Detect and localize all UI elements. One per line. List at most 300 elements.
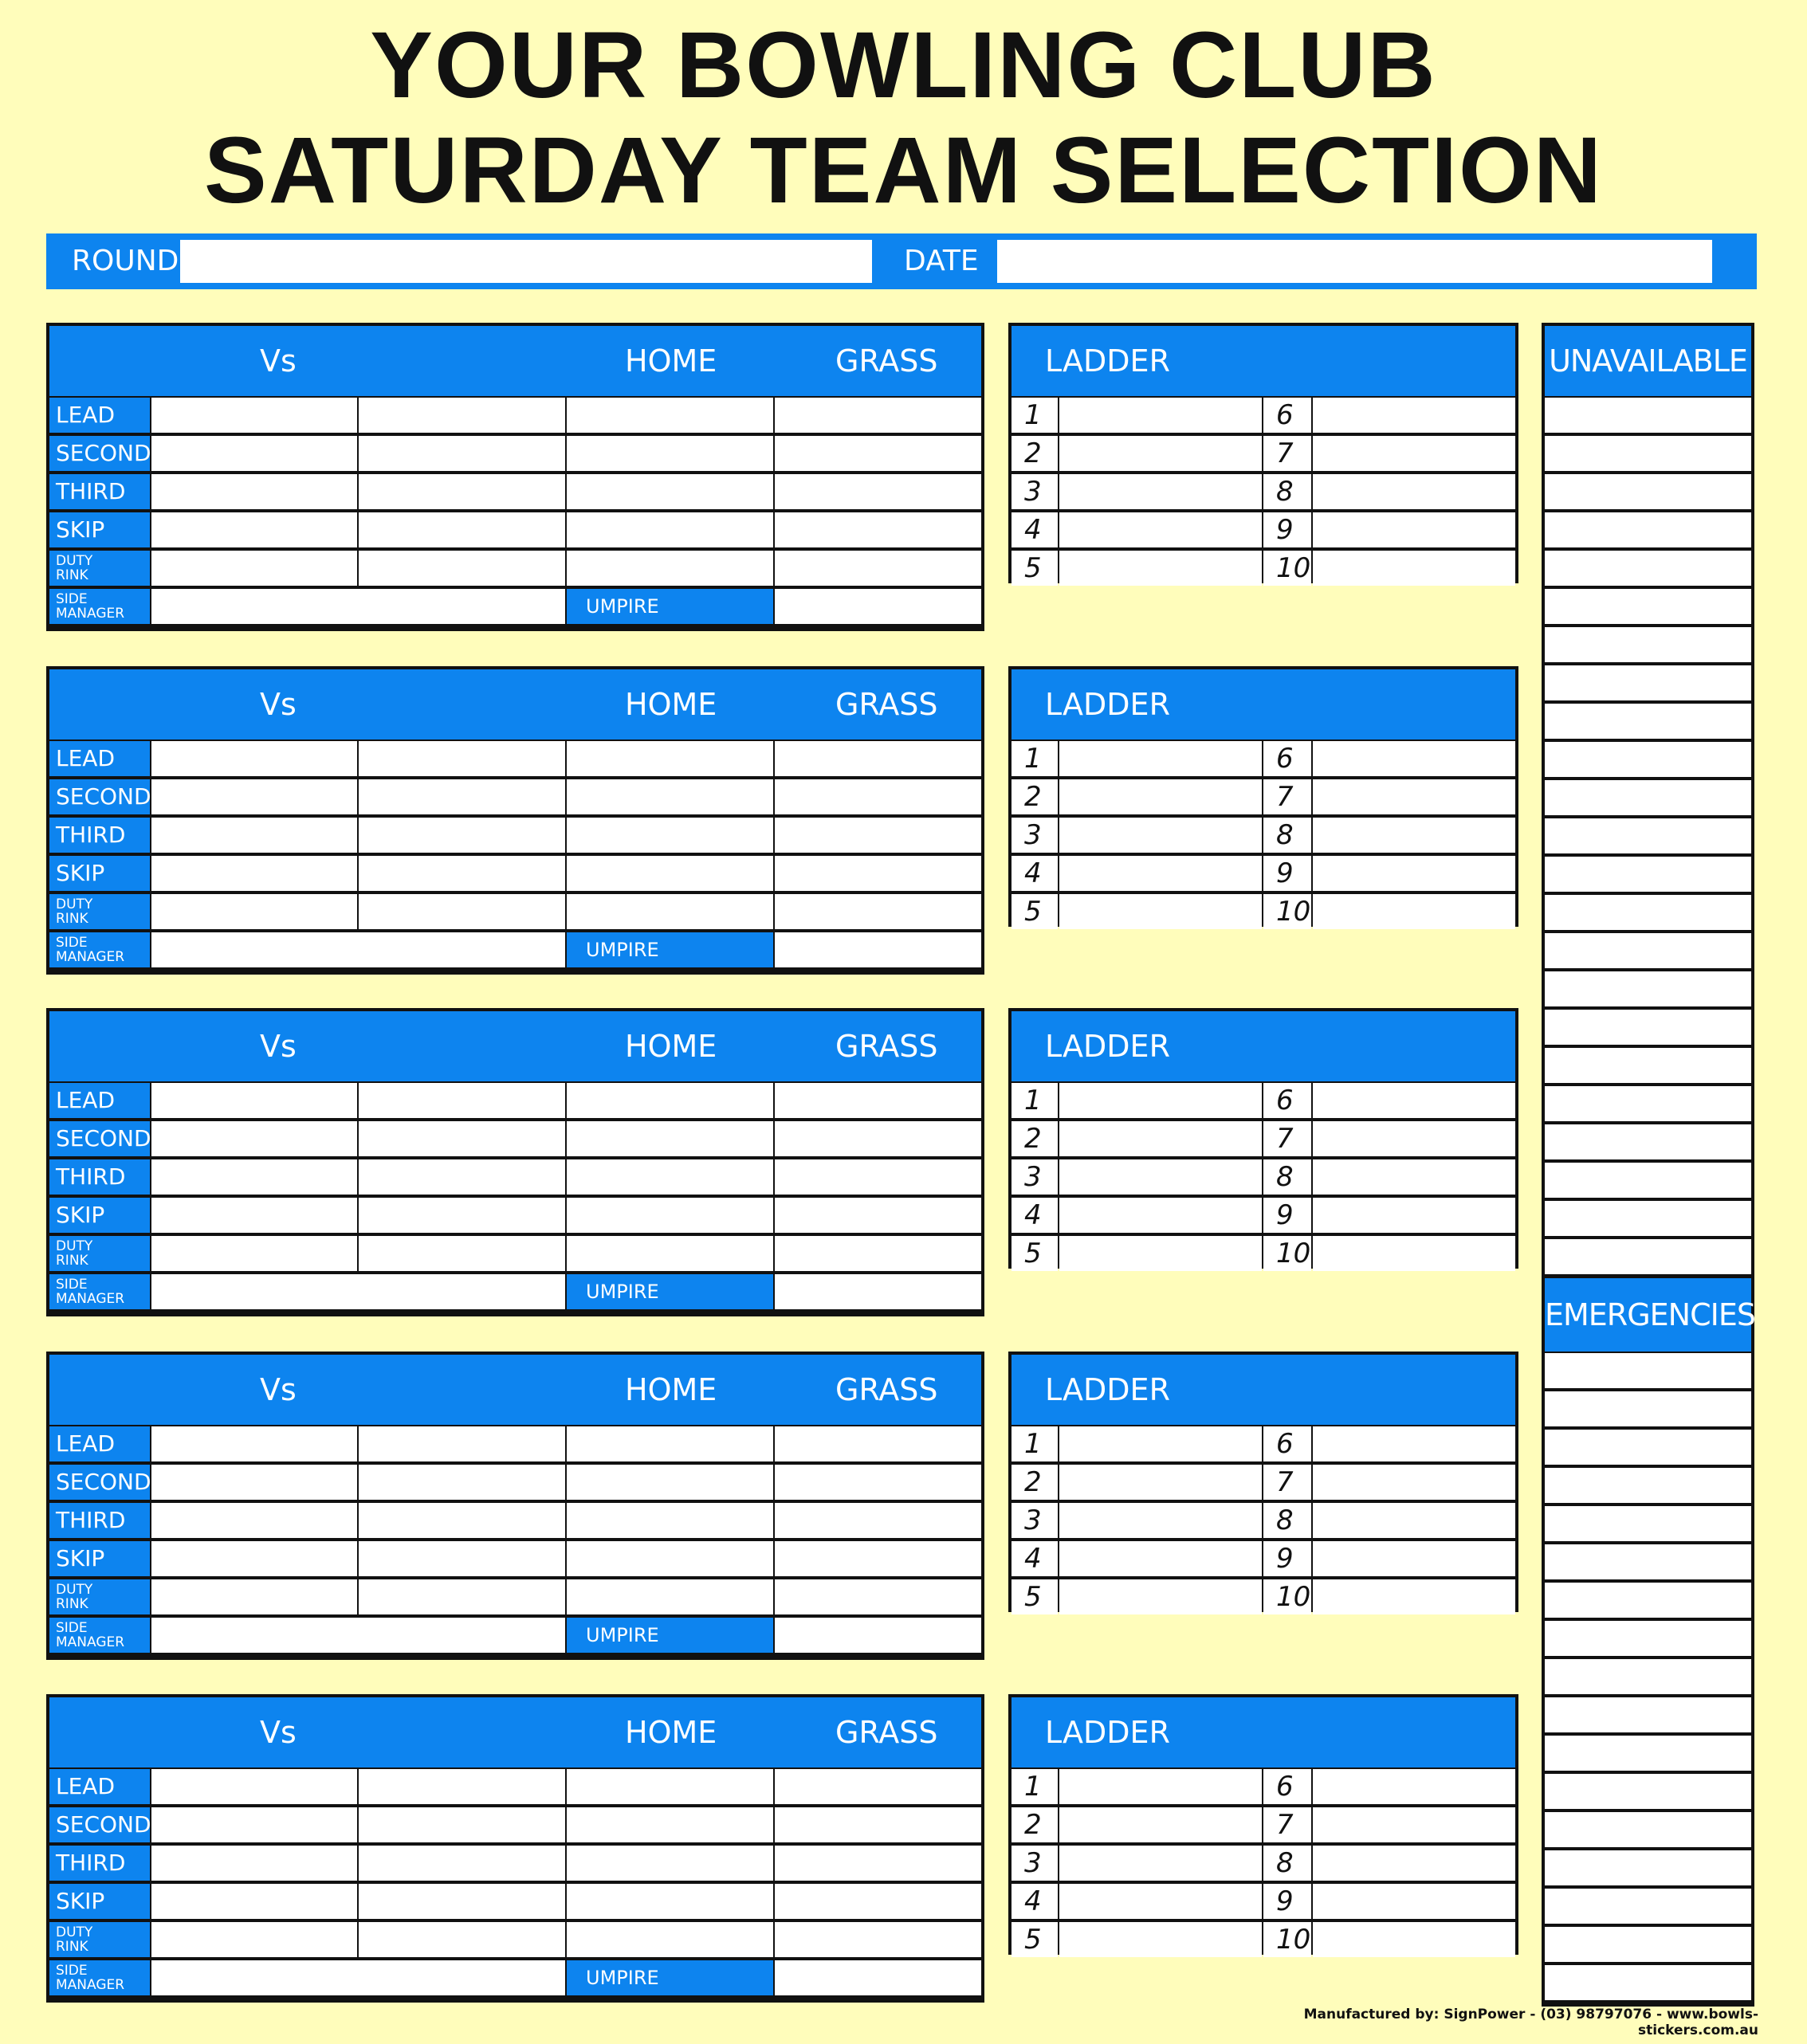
ladder-team-field[interactable] (1313, 1541, 1515, 1576)
player-name-cell[interactable] (775, 1465, 981, 1500)
position-row (49, 1960, 981, 1995)
ladder-team-field[interactable] (1313, 1465, 1515, 1500)
side-panel (1542, 323, 1754, 2007)
player-name-cell[interactable] (567, 1121, 773, 1156)
ladder-team-field[interactable] (1059, 1807, 1262, 1842)
ladder-header: LADDER (1012, 669, 1515, 740)
player-name-cell[interactable] (775, 1503, 981, 1538)
ladder-team-field[interactable] (1059, 512, 1262, 547)
unavailable-slot[interactable] (1545, 742, 1751, 777)
player-name-cell[interactable] (567, 1236, 773, 1271)
ladder-team-field[interactable] (1313, 551, 1515, 586)
player-name-cell[interactable] (359, 856, 565, 891)
ladder-position-number: 3 (1012, 474, 1058, 509)
emergency-slot[interactable] (1545, 1506, 1751, 1541)
ladder-team-field[interactable] (1313, 894, 1515, 929)
player-name-cell[interactable] (775, 1236, 981, 1271)
emergency-slot[interactable] (1545, 1965, 1751, 2000)
umpire-cell[interactable] (775, 932, 981, 967)
unavailable-slot[interactable] (1545, 933, 1751, 968)
player-name-cell[interactable] (567, 1807, 773, 1842)
player-name-cell[interactable] (775, 1807, 981, 1842)
player-name-cell[interactable] (567, 1465, 773, 1500)
ladder-team-field[interactable] (1313, 1884, 1515, 1919)
player-name-cell[interactable] (775, 1579, 981, 1614)
team-header (49, 1011, 981, 1081)
player-name-cell[interactable] (775, 1846, 981, 1881)
emergencies-header: EMERGENCIES (1545, 1278, 1751, 1352)
unavailable-slot[interactable] (1545, 589, 1751, 624)
vs-label: Vs (260, 1029, 297, 1064)
umpire-cell[interactable] (775, 1274, 981, 1309)
player-name-cell[interactable] (359, 1236, 565, 1271)
player-name-cell[interactable] (567, 512, 773, 547)
umpire-label: UMPIRE (567, 1274, 773, 1309)
emergency-slot[interactable] (1545, 1583, 1751, 1618)
position-label: SKIP (49, 1541, 150, 1576)
ladder-team-field[interactable] (1059, 551, 1262, 586)
ladder-team-field[interactable] (1313, 818, 1515, 853)
umpire-cell[interactable] (775, 589, 981, 624)
player-name-cell[interactable] (567, 1426, 773, 1461)
player-name-cell[interactable] (359, 1426, 565, 1461)
player-name-cell[interactable] (567, 1579, 773, 1614)
player-name-cell[interactable] (775, 1426, 981, 1461)
position-row (49, 398, 981, 433)
ladder-position-number: 4 (1012, 512, 1058, 547)
ladder-team-field[interactable] (1313, 512, 1515, 547)
emergency-slot[interactable] (1545, 1659, 1751, 1694)
unavailable-slot[interactable] (1545, 551, 1751, 586)
player-name-cell[interactable] (567, 474, 773, 509)
side-manager-cell[interactable] (151, 589, 565, 624)
unavailable-slot[interactable] (1545, 627, 1751, 662)
team-grid-5 (46, 1694, 984, 2003)
ladder-table-2 (1008, 666, 1518, 927)
player-name-cell[interactable] (359, 551, 565, 586)
player-name-cell[interactable] (359, 1121, 565, 1156)
ladder-table-4 (1008, 1352, 1518, 1612)
grass-label: GRASS (835, 1029, 938, 1064)
position-label: SIDE MANAGER (49, 589, 150, 624)
player-name-cell[interactable] (359, 1884, 565, 1919)
player-name-cell[interactable] (775, 1769, 981, 1804)
player-name-cell[interactable] (775, 551, 981, 586)
player-name-cell[interactable] (151, 436, 357, 471)
player-name-cell[interactable] (359, 894, 565, 929)
position-row (49, 779, 981, 814)
ladder-team-field[interactable] (1313, 1579, 1515, 1614)
ladder-team-field[interactable] (1059, 1426, 1262, 1461)
ladder-team-field[interactable] (1313, 1198, 1515, 1233)
player-name-cell[interactable] (151, 1159, 357, 1195)
player-name-cell[interactable] (775, 436, 981, 471)
position-label: SKIP (49, 1884, 150, 1919)
emergency-slot[interactable] (1545, 1430, 1751, 1465)
position-row (49, 818, 981, 853)
player-name-cell[interactable] (359, 1541, 565, 1576)
player-name-cell[interactable] (151, 1503, 357, 1538)
unavailable-slot[interactable] (1545, 398, 1751, 433)
player-name-cell[interactable] (151, 512, 357, 547)
ladder-position-number: 9 (1263, 856, 1311, 891)
unavailable-slot[interactable] (1545, 1010, 1751, 1045)
player-name-cell[interactable] (567, 436, 773, 471)
ladder-team-field[interactable] (1059, 1846, 1262, 1881)
emergency-slot[interactable] (1545, 1544, 1751, 1579)
player-name-cell[interactable] (359, 436, 565, 471)
ladder-team-field[interactable] (1059, 1159, 1262, 1195)
team-grid-2 (46, 666, 984, 975)
ladder-team-field[interactable] (1059, 1503, 1262, 1538)
ladder-team-field[interactable] (1313, 1121, 1515, 1156)
player-name-cell[interactable] (567, 1769, 773, 1804)
player-name-cell[interactable] (567, 1884, 773, 1919)
player-name-cell[interactable] (567, 398, 773, 433)
player-name-cell[interactable] (359, 1807, 565, 1842)
ladder-position-number: 1 (1012, 398, 1058, 433)
ladder-table-1 (1008, 323, 1518, 583)
ladder-team-field[interactable] (1059, 1236, 1262, 1271)
position-label: DUTY RINK (49, 1236, 150, 1271)
player-name-cell[interactable] (151, 1846, 357, 1881)
player-name-cell[interactable] (775, 1159, 981, 1195)
player-name-cell[interactable] (151, 1769, 357, 1804)
unavailable-slot[interactable] (1545, 665, 1751, 700)
side-manager-cell[interactable] (151, 932, 565, 967)
player-name-cell[interactable] (151, 1083, 357, 1118)
position-label: THIRD (49, 474, 150, 509)
ladder-position-number: 2 (1012, 1465, 1058, 1500)
ladder-team-field[interactable] (1059, 1121, 1262, 1156)
ladder-team-field[interactable] (1059, 436, 1262, 471)
player-name-cell[interactable] (151, 894, 357, 929)
emergency-slot[interactable] (1545, 1927, 1751, 1962)
ladder-team-field[interactable] (1059, 818, 1262, 853)
umpire-label: UMPIRE (567, 932, 773, 967)
team-grid-3 (46, 1008, 984, 1316)
position-label: SECOND (49, 1121, 150, 1156)
unavailable-slot[interactable] (1545, 1239, 1751, 1274)
ladder-position-number: 6 (1263, 1083, 1311, 1118)
ladder-position-number: 7 (1263, 1465, 1311, 1500)
round-field[interactable] (180, 240, 872, 283)
player-name-cell[interactable] (151, 1236, 357, 1271)
ladder-team-field[interactable] (1313, 1769, 1515, 1804)
position-row (49, 894, 981, 929)
team-header (49, 1355, 981, 1425)
unavailable-slot[interactable] (1545, 1163, 1751, 1198)
side-manager-cell[interactable] (151, 1960, 565, 1995)
player-name-cell[interactable] (151, 741, 357, 776)
position-row (49, 1159, 981, 1195)
ladder-position-number: 5 (1012, 894, 1058, 929)
unavailable-slot[interactable] (1545, 512, 1751, 547)
ladder-team-field[interactable] (1059, 1541, 1262, 1576)
ladder-position-number: 5 (1012, 1236, 1058, 1271)
ladder-position-number: 2 (1012, 1121, 1058, 1156)
unavailable-slot[interactable] (1545, 1086, 1751, 1121)
ladder-team-field[interactable] (1313, 856, 1515, 891)
ladder-position-number: 3 (1012, 1503, 1058, 1538)
player-name-cell[interactable] (359, 818, 565, 853)
position-label: LEAD (49, 1083, 150, 1118)
player-name-cell[interactable] (151, 779, 357, 814)
manufacturer-footer: Manufactured by: SignPower - (03) 98797076 - www.bowls-stickers.com.au (1303, 2007, 1758, 2038)
player-name-cell[interactable] (567, 1846, 773, 1881)
emergency-slot[interactable] (1545, 1850, 1751, 1885)
umpire-cell[interactable] (775, 1960, 981, 1995)
ladder-position-number: 1 (1012, 741, 1058, 776)
ladder-position-number: 7 (1263, 1121, 1311, 1156)
player-name-cell[interactable] (359, 1159, 565, 1195)
player-name-cell[interactable] (567, 1922, 773, 1957)
player-name-cell[interactable] (567, 894, 773, 929)
emergency-slot[interactable] (1545, 1812, 1751, 1847)
player-name-cell[interactable] (359, 1083, 565, 1118)
position-label: THIRD (49, 818, 150, 853)
position-label: SIDE MANAGER (49, 1618, 150, 1653)
position-label: DUTY RINK (49, 894, 150, 929)
position-label: THIRD (49, 1503, 150, 1538)
player-name-cell[interactable] (359, 512, 565, 547)
unavailable-slot[interactable] (1545, 895, 1751, 930)
ladder-team-field[interactable] (1313, 398, 1515, 433)
player-name-cell[interactable] (567, 1541, 773, 1576)
player-name-cell[interactable] (151, 474, 357, 509)
player-name-cell[interactable] (567, 1159, 773, 1195)
position-row (49, 1465, 981, 1500)
player-name-cell[interactable] (775, 818, 981, 853)
vs-label: Vs (260, 1372, 297, 1407)
ladder-team-field[interactable] (1313, 1503, 1515, 1538)
ladder-team-field[interactable] (1059, 1579, 1262, 1614)
ladder-team-field[interactable] (1059, 741, 1262, 776)
player-name-cell[interactable] (359, 1922, 565, 1957)
ladder-team-field[interactable] (1059, 474, 1262, 509)
player-name-cell[interactable] (151, 1884, 357, 1919)
player-name-cell[interactable] (775, 398, 981, 433)
player-name-cell[interactable] (567, 779, 773, 814)
ladder-team-field[interactable] (1313, 436, 1515, 471)
emergency-slot[interactable] (1545, 1736, 1751, 1771)
player-name-cell[interactable] (151, 1121, 357, 1156)
unavailable-slot[interactable] (1545, 436, 1751, 471)
ladder-team-field[interactable] (1313, 1807, 1515, 1842)
unavailable-slot[interactable] (1545, 474, 1751, 509)
emergency-slot[interactable] (1545, 1621, 1751, 1656)
player-name-cell[interactable] (151, 818, 357, 853)
unavailable-slot[interactable] (1545, 780, 1751, 815)
player-name-cell[interactable] (359, 741, 565, 776)
ladder-team-field[interactable] (1059, 398, 1262, 433)
player-name-cell[interactable] (359, 1198, 565, 1233)
ladder-team-field[interactable] (1313, 474, 1515, 509)
home-label: HOME (625, 1715, 717, 1750)
ladder-header: LADDER (1012, 1011, 1515, 1081)
ladder-position-number: 4 (1012, 856, 1058, 891)
unavailable-slot[interactable] (1545, 1048, 1751, 1083)
ladder-team-field[interactable] (1059, 779, 1262, 814)
unavailable-slot[interactable] (1545, 818, 1751, 853)
player-name-cell[interactable] (775, 1083, 981, 1118)
player-name-cell[interactable] (359, 1465, 565, 1500)
ladder-position-number: 5 (1012, 1579, 1058, 1614)
unavailable-slot[interactable] (1545, 704, 1751, 739)
umpire-label: UMPIRE (567, 1618, 773, 1653)
grass-label: GRASS (835, 1715, 938, 1750)
player-name-cell[interactable] (151, 398, 357, 433)
player-name-cell[interactable] (775, 1541, 981, 1576)
player-name-cell[interactable] (151, 551, 357, 586)
ladder-position-number: 6 (1263, 398, 1311, 433)
position-row (49, 1083, 981, 1118)
player-name-cell[interactable] (151, 1426, 357, 1461)
player-name-cell[interactable] (151, 1807, 357, 1842)
position-row (49, 1541, 981, 1576)
player-name-cell[interactable] (151, 1579, 357, 1614)
player-name-cell[interactable] (151, 1198, 357, 1233)
ladder-position-number: 2 (1012, 779, 1058, 814)
ladder-team-field[interactable] (1313, 779, 1515, 814)
ladder-team-field[interactable] (1313, 1922, 1515, 1957)
home-label: HOME (625, 1029, 717, 1064)
umpire-label: UMPIRE (567, 589, 773, 624)
position-label: SIDE MANAGER (49, 1960, 150, 1995)
position-label: THIRD (49, 1159, 150, 1195)
player-name-cell[interactable] (775, 512, 981, 547)
position-label: LEAD (49, 1426, 150, 1461)
player-name-cell[interactable] (567, 1503, 773, 1538)
ladder-position-number: 9 (1263, 1198, 1311, 1233)
grass-label: GRASS (835, 687, 938, 722)
unavailable-slot[interactable] (1545, 857, 1751, 892)
round-date-bar (46, 233, 1757, 289)
player-name-cell[interactable] (775, 474, 981, 509)
side-manager-cell[interactable] (151, 1618, 565, 1653)
player-name-cell[interactable] (775, 856, 981, 891)
ladder-team-field[interactable] (1059, 1198, 1262, 1233)
ladder-position-number: 6 (1263, 1426, 1311, 1461)
position-row (49, 512, 981, 547)
position-label: LEAD (49, 398, 150, 433)
emergency-slot[interactable] (1545, 1697, 1751, 1732)
player-name-cell[interactable] (567, 856, 773, 891)
ladder-position-number: 4 (1012, 1541, 1058, 1576)
unavailable-slot[interactable] (1545, 971, 1751, 1006)
position-row (49, 1846, 981, 1881)
round-label: ROUND (72, 245, 179, 277)
ladder-team-field[interactable] (1313, 1083, 1515, 1118)
ladder-team-field[interactable] (1313, 1426, 1515, 1461)
position-row (49, 474, 981, 509)
team-header (49, 669, 981, 740)
player-name-cell[interactable] (775, 1198, 981, 1233)
position-label: SKIP (49, 512, 150, 547)
position-row (49, 1503, 981, 1538)
ladder-position-number: 7 (1263, 436, 1311, 471)
emergency-slot[interactable] (1545, 1391, 1751, 1426)
player-name-cell[interactable] (775, 1121, 981, 1156)
ladder-team-field[interactable] (1059, 1769, 1262, 1804)
position-label: SECOND (49, 779, 150, 814)
ladder-position-number: 9 (1263, 512, 1311, 547)
player-name-cell[interactable] (359, 1503, 565, 1538)
team-grid-4 (46, 1352, 984, 1660)
ladder-header: LADDER (1012, 1355, 1515, 1425)
ladder-position-number: 8 (1263, 1503, 1311, 1538)
team-grid-1 (46, 323, 984, 631)
player-name-cell[interactable] (359, 1846, 565, 1881)
ladder-position-number: 3 (1012, 1846, 1058, 1881)
player-name-cell[interactable] (359, 1769, 565, 1804)
player-name-cell[interactable] (151, 1922, 357, 1957)
player-name-cell[interactable] (151, 1465, 357, 1500)
position-row (49, 1618, 981, 1653)
player-name-cell[interactable] (567, 741, 773, 776)
player-name-cell[interactable] (775, 1922, 981, 1957)
vs-label: Vs (260, 687, 297, 722)
side-manager-cell[interactable] (151, 1274, 565, 1309)
ladder-team-field[interactable] (1059, 1083, 1262, 1118)
unavailable-slot[interactable] (1545, 1124, 1751, 1159)
ladder-team-field[interactable] (1059, 1884, 1262, 1919)
player-name-cell[interactable] (775, 779, 981, 814)
player-name-cell[interactable] (567, 1083, 773, 1118)
ladder-team-field[interactable] (1313, 1236, 1515, 1271)
player-name-cell[interactable] (567, 1198, 773, 1233)
ladder-team-field[interactable] (1313, 1846, 1515, 1881)
ladder-team-field[interactable] (1313, 741, 1515, 776)
ladder-team-field[interactable] (1059, 894, 1262, 929)
ladder-team-field[interactable] (1059, 1922, 1262, 1957)
date-field[interactable] (997, 240, 1712, 283)
player-name-cell[interactable] (775, 894, 981, 929)
position-row (49, 932, 981, 967)
position-label: DUTY RINK (49, 551, 150, 586)
player-name-cell[interactable] (359, 474, 565, 509)
ladder-team-field[interactable] (1059, 856, 1262, 891)
player-name-cell[interactable] (567, 551, 773, 586)
position-row (49, 741, 981, 776)
position-row (49, 589, 981, 624)
ladder-team-field[interactable] (1313, 1159, 1515, 1195)
home-label: HOME (625, 1372, 717, 1407)
player-name-cell[interactable] (775, 1884, 981, 1919)
vs-label: Vs (260, 1715, 297, 1750)
emergency-slot[interactable] (1545, 1889, 1751, 1924)
emergency-slot[interactable] (1545, 1468, 1751, 1503)
emergency-slot[interactable] (1545, 1774, 1751, 1809)
umpire-cell[interactable] (775, 1618, 981, 1653)
position-row (49, 1579, 981, 1614)
player-name-cell[interactable] (775, 741, 981, 776)
ladder-position-number: 10 (1263, 551, 1311, 586)
player-name-cell[interactable] (359, 779, 565, 814)
player-name-cell[interactable] (151, 1541, 357, 1576)
ladder-position-number: 1 (1012, 1426, 1058, 1461)
player-name-cell[interactable] (359, 1579, 565, 1614)
player-name-cell[interactable] (359, 398, 565, 433)
umpire-label: UMPIRE (567, 1960, 773, 1995)
unavailable-slot[interactable] (1545, 1201, 1751, 1236)
position-label: DUTY RINK (49, 1579, 150, 1614)
player-name-cell[interactable] (567, 818, 773, 853)
position-label: DUTY RINK (49, 1922, 150, 1957)
player-name-cell[interactable] (151, 856, 357, 891)
ladder-team-field[interactable] (1059, 1465, 1262, 1500)
emergency-slot[interactable] (1545, 1353, 1751, 1388)
